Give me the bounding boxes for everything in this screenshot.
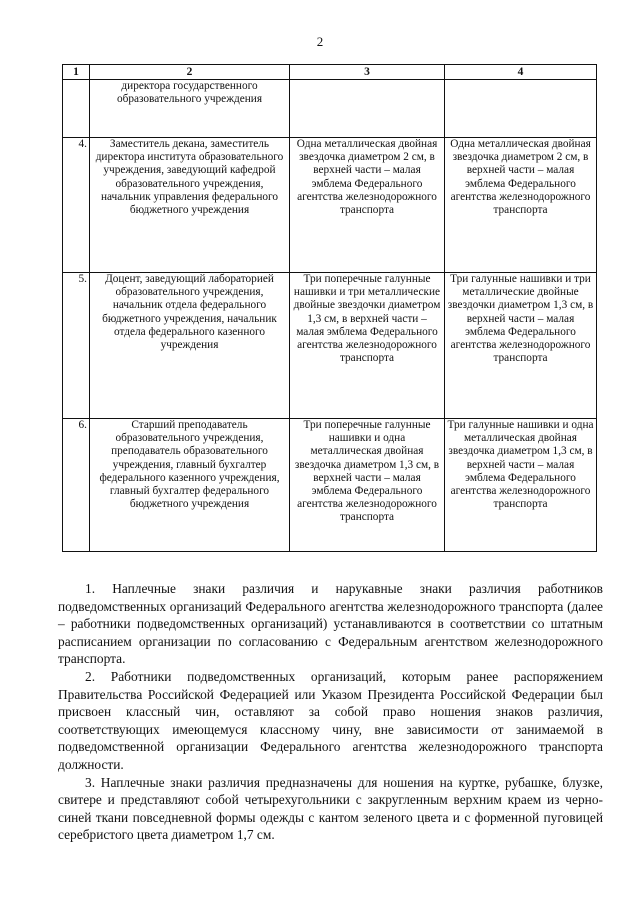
paragraph: 2. Работники подведомственных организаций, которым ранее распоряжением Правительства Российской Федерацией или Указом Президента Российской Федерации был присвоен классный чин, оставляют за собой право ношения знаков различия, соответствующих имеющемуся классному чину, вне зависимости от занимаемой в подведомственной организации Федерального агентства железнодорожного транспорта должности. [58,668,603,772]
document-body [58,580,603,844]
page-number: 2 [316,34,324,49]
sleeve-insignia-cell [290,80,445,138]
table-row [63,273,597,419]
table-row [63,138,597,273]
table-row [63,419,597,552]
table-row [63,80,597,138]
position-cell: Доцент, заведующий лабораторией образовательного учреждения, начальник отдела федерального бюджетного учреждения, начальник отдела федерального казенного учреждения [90,273,290,419]
paragraph: 1. Наплечные знаки различия и нарукавные знаки различия работников подведомственных организаций Федерального агентства железнодорожного транспорта (далее – работники подведомственных организаций) устанавливаются в соответствии со штатным расписанием организации по согласованию с Федеральным агентством железнодорожного транспорта. [58,581,603,667]
paragraph: 3. Наплечные знаки различия предназначены для ношения на куртке, рубашке, блузке, свитере и представляют собой четырехугольники с закругленным верхним краем из черно-синей ткани повседневной формы одежды с кантом зеленого цвета и с форменной пуговицей серебристого цвета диаметром 1,7 см. [58,774,603,843]
insignia-table [62,64,597,552]
column-header: 4 [445,65,597,80]
position-cell: директора государственного образовательного учреждения [90,80,290,138]
row-number: 6. [63,419,90,552]
position-cell: Заместитель декана, заместитель директора института образовательного учреждения, заведующий кафедрой образовательного учреждения, начальник управления федерального бюджетного учреждения [90,138,290,273]
row-number [63,80,90,138]
column-header: 1 [63,65,90,80]
shoulder-insignia-cell: Три галунные нашивки и одна металлическая двойная звездочка диаметром 1,3 см, в верхней части – малая эмблема Федерального агентства железнодорожного транспорта [445,419,597,552]
sleeve-insignia-cell: Одна металлическая двойная звездочка диаметром 2 см, в верхней части – малая эмблема Федерального агентства железнодорожного транспорта [290,138,445,273]
shoulder-insignia-cell: Три галунные нашивки и три металлические двойные звездочки диаметром 1,3 см, в верхней части – малая эмблема Федерального агентства железнодорожного транспорта [445,273,597,419]
row-number: 4. [63,138,90,273]
column-header: 3 [290,65,445,80]
shoulder-insignia-cell [445,80,597,138]
row-number: 5. [63,273,90,419]
sleeve-insignia-cell: Три поперечные галунные нашивки и одна металлическая двойная звездочка диаметром 1,3 см, в верхней части – малая эмблема Федерального агентства железнодорожного транспорта [290,419,445,552]
shoulder-insignia-cell: Одна металлическая двойная звездочка диаметром 2 см, в верхней части – малая эмблема Федерального агентства железнодорожного транспорта [445,138,597,273]
column-header: 2 [90,65,290,80]
table-header-row [63,65,597,80]
position-cell: Старший преподаватель образовательного учреждения, преподаватель образовательного учреждения, главный бухгалтер федерального казенного учреждения, главный бухгалтер федерального бюджетного учреждения [90,419,290,552]
sleeve-insignia-cell: Три поперечные галунные нашивки и три металлические двойные звездочки диаметром 1,3 см, в верхней части – малая эмблема Федерального агентства железнодорожного транспорта [290,273,445,419]
